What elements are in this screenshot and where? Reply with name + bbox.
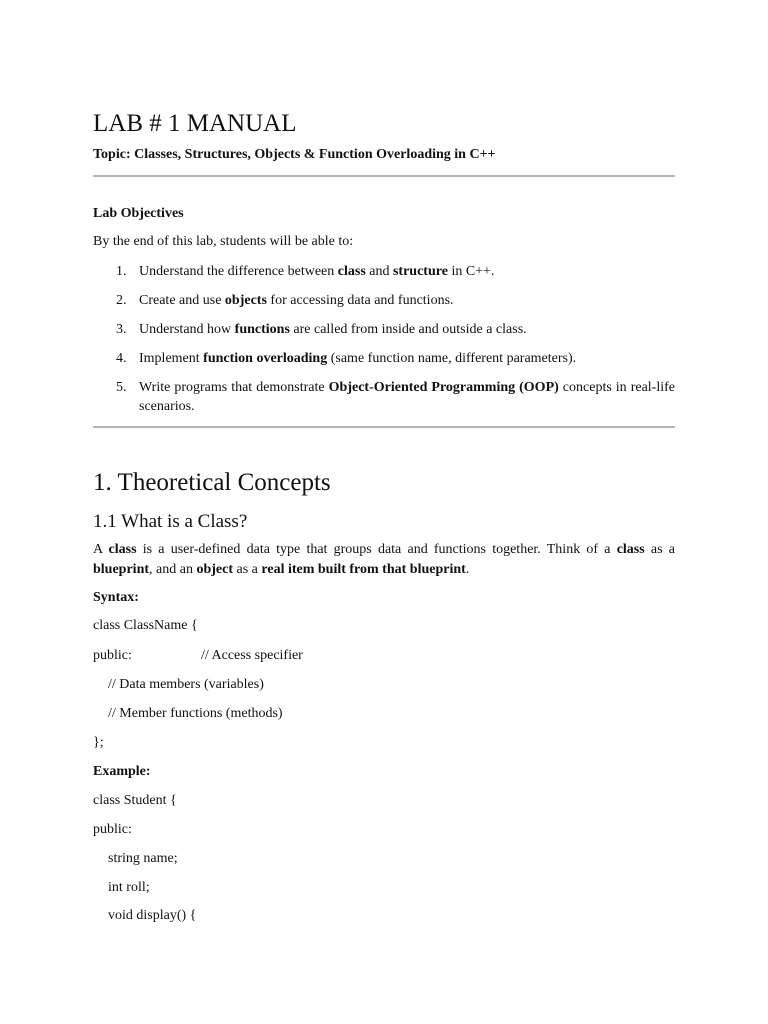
topic-line: Topic: Classes, Structures, Objects & Function Overloading in C++: [93, 147, 496, 162]
example-line: string name;: [108, 851, 178, 866]
page-title: LAB # 1 MANUAL: [93, 110, 297, 137]
syntax-label: Syntax:: [93, 590, 139, 605]
horizontal-rule: [93, 175, 675, 177]
list-item: 3. Understand how functions are called from inside and outside a class.: [116, 322, 527, 337]
example-line: int roll;: [108, 880, 150, 895]
example-line: public:: [93, 822, 132, 837]
example-label: Example:: [93, 764, 151, 779]
example-line: class Student {: [93, 793, 177, 808]
list-item: 2. Create and use objects for accessing data and functions.: [116, 293, 454, 308]
syntax-line: // Data members (variables): [108, 677, 264, 692]
objectives-list: [93, 262, 675, 426]
syntax-line: class ClassName {: [93, 618, 198, 633]
example-line: void display() {: [108, 908, 197, 923]
objectives-intro: By the end of this lab, students will be able to:: [93, 234, 354, 249]
list-item: 4. Implement function overloading (same function name, different parameters).: [116, 351, 577, 366]
syntax-line: public: // Access specifier: [93, 648, 303, 663]
syntax-line: // Member functions (methods): [108, 706, 283, 721]
list-item: 5. Write programs that demonstrate Object-Oriented Programming (OOP) concepts in real-life scenarios.: [116, 380, 675, 414]
class-definition-paragraph: A class is a user-defined data type that groups data and functions together. Think of a class as a blueprint, and an object as a real item built from that blueprint.: [93, 542, 675, 577]
section-heading: 1. Theoretical Concepts: [93, 469, 331, 496]
syntax-line: };: [93, 735, 104, 750]
syntax-comment: // Access specifier: [201, 648, 303, 663]
objectives-heading: Lab Objectives: [93, 206, 184, 221]
list-item: 1. Understand the difference between class and structure in C++.: [116, 264, 495, 279]
subsection-heading: 1.1 What is a Class?: [93, 511, 248, 532]
horizontal-rule: [93, 426, 675, 428]
